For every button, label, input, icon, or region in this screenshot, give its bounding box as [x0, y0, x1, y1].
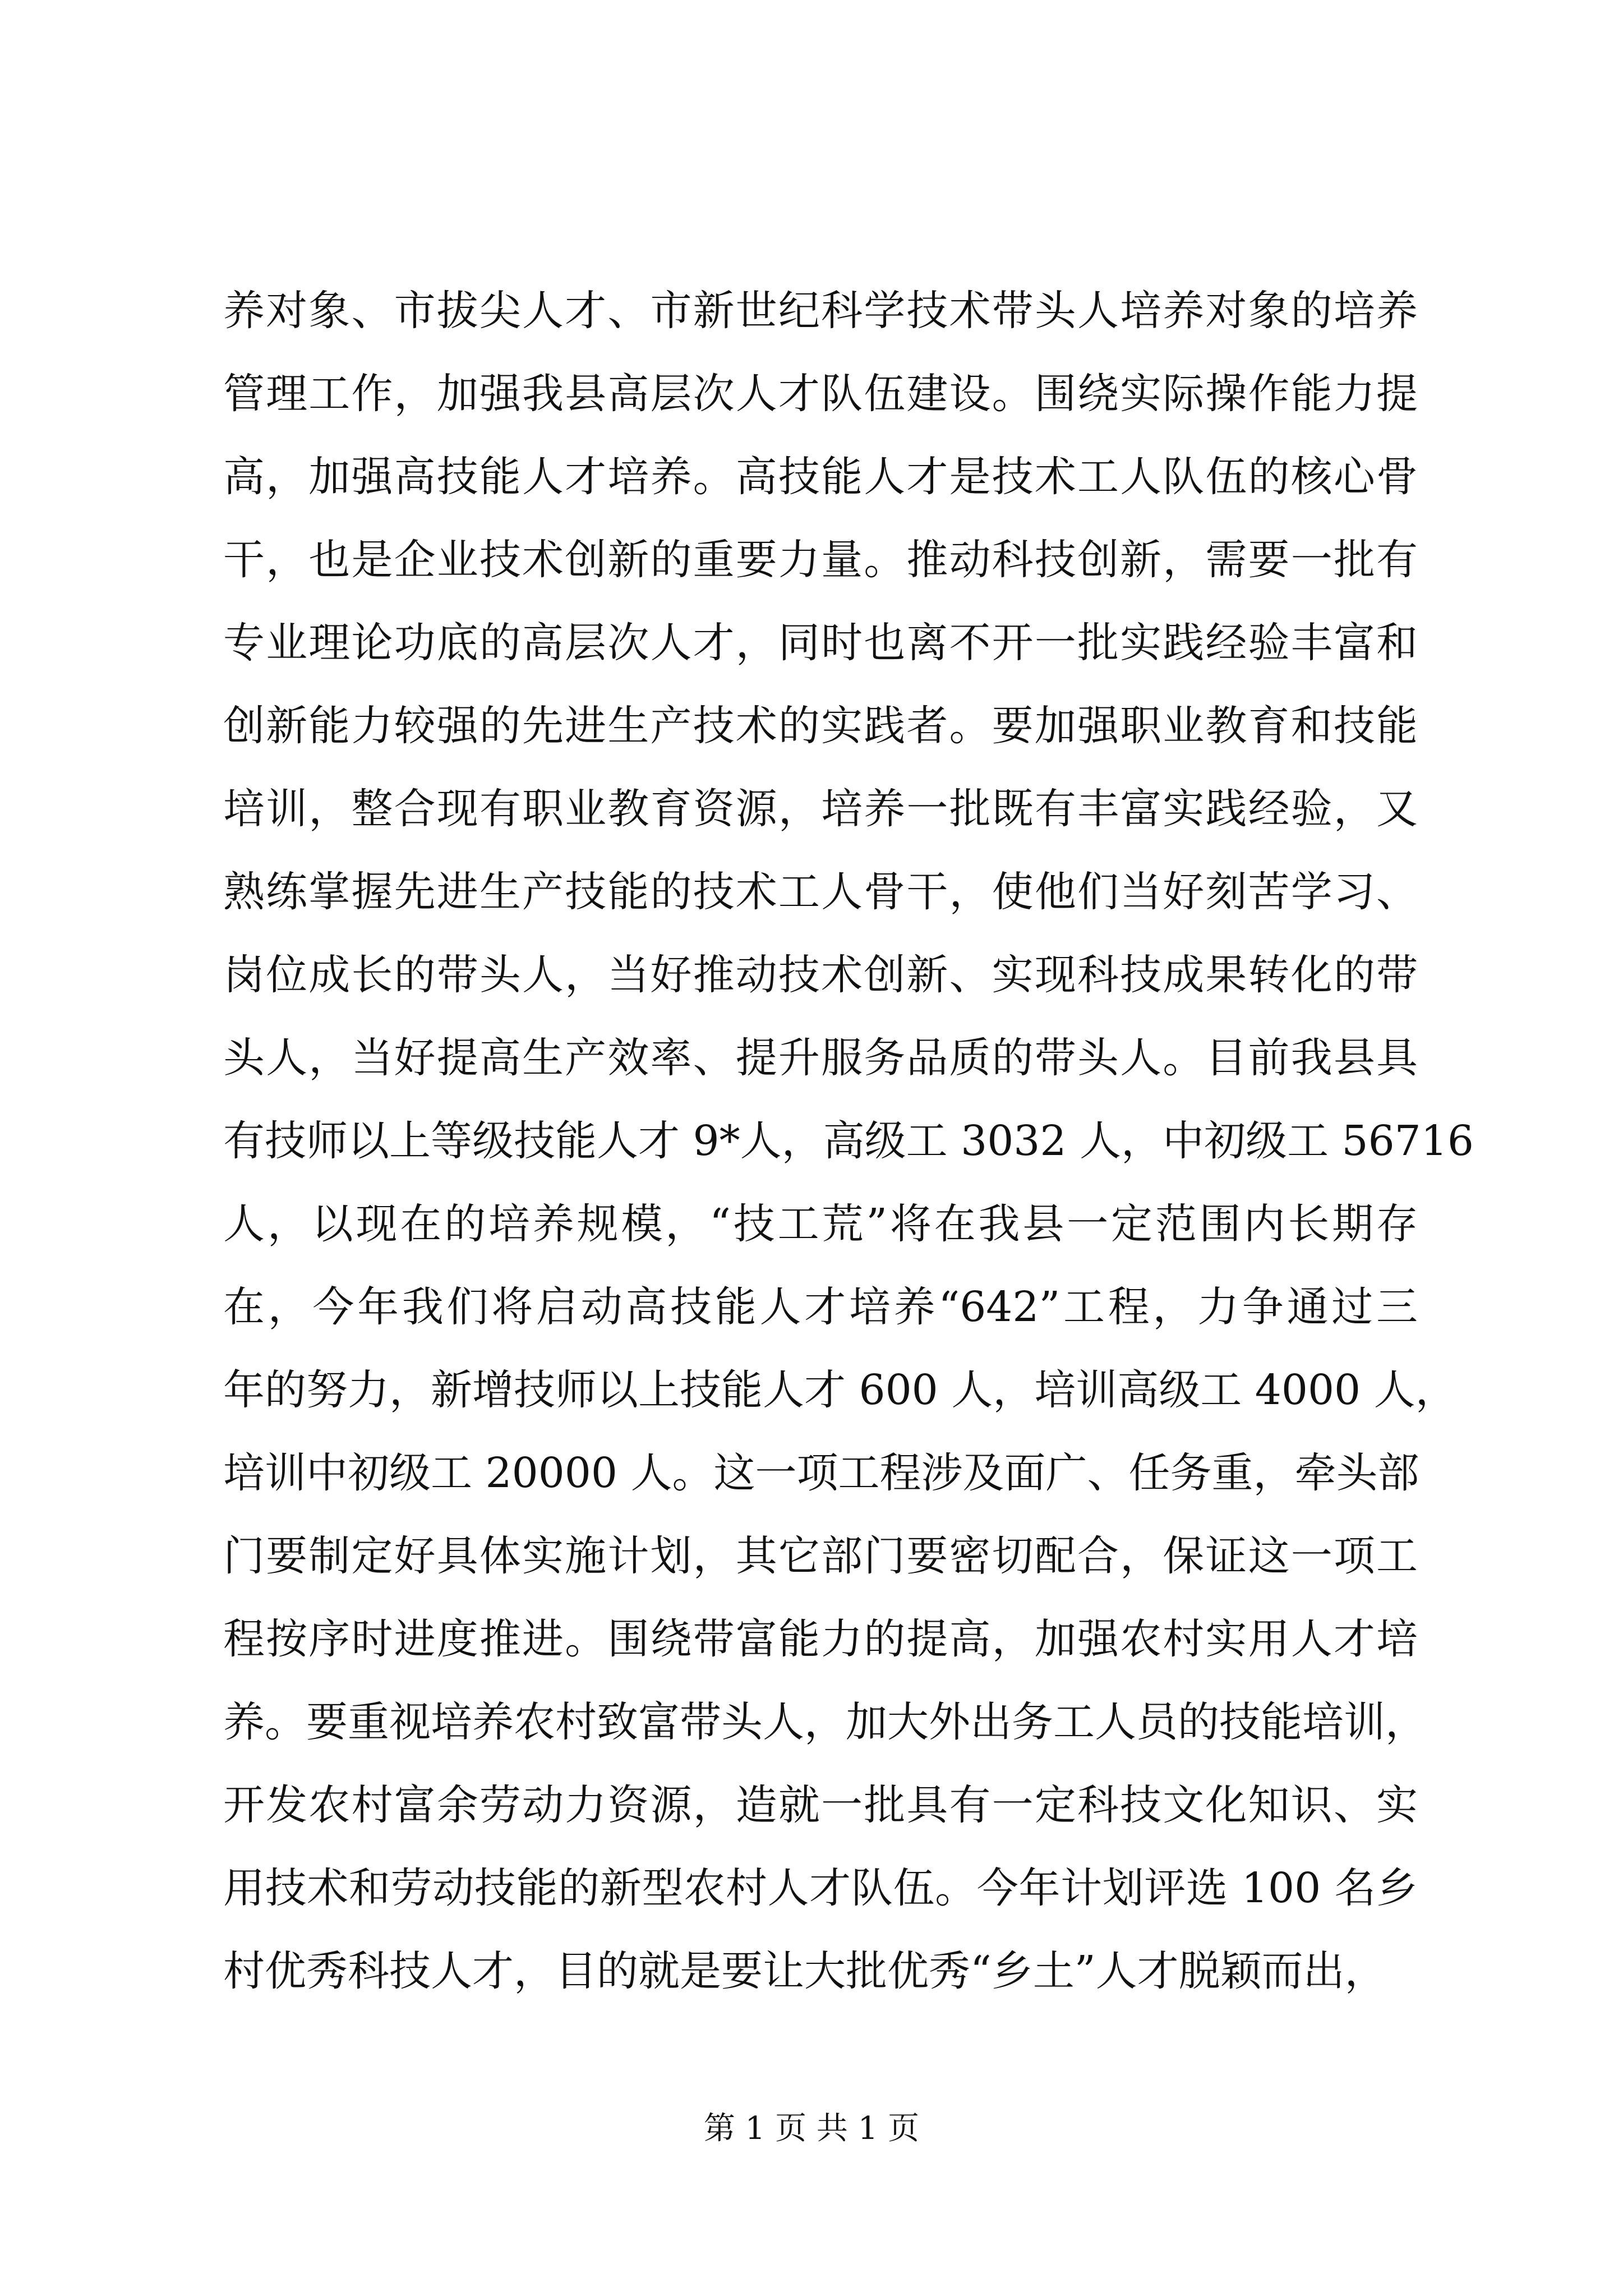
text-line: 管理工作，加强我县高层次人才队伍建设。围绕实际操作能力提: [223, 370, 1418, 418]
text-line: 门要制定好具体实施计划，其它部门要密切配合，保证这一项工: [223, 1532, 1418, 1580]
text-line: 有技师以上等级技能人才 9*人，高级工 3032 人，中初级工 56716: [223, 1117, 1474, 1165]
text-line: 创新能力较强的先进生产技术的实践者。要加强职业教育和技能: [223, 702, 1418, 750]
text-line: 人，以现在的培养规模，“技工荒”将在我县一定范围内长期存: [223, 1200, 1418, 1248]
text-line: 程按序时进度推进。围绕带富能力的提高，加强农村实用人才培: [223, 1615, 1418, 1663]
text-line: 养。要重视培养农村致富带头人，加大外出务工人员的技能培训，: [223, 1698, 1427, 1746]
text-line: 高，加强高技能人才培养。高技能人才是技术工人队伍的核心骨: [223, 453, 1418, 501]
page-number: 第 1 页 共 1 页: [703, 2110, 920, 2147]
text-line: 岗位成长的带头人，当好推动技术创新、实现科技成果转化的带: [223, 951, 1418, 999]
text-line: 养对象、市拔尖人才、市新世纪科学技术带头人培养对象的培养: [223, 287, 1418, 335]
text-line: 村优秀科技人才，目的就是要让大批优秀“乡土”人才脱颖而出，: [223, 1947, 1386, 1995]
text-line: 干，也是企业技术创新的重要力量。推动科技创新，需要一批有: [223, 536, 1418, 584]
text-line: 专业理论功底的高层次人才，同时也离不开一批实践经验丰富和: [223, 619, 1418, 667]
body-text: [223, 269, 1474, 2013]
text-line: 熟练掌握先进生产技能的技术工人骨干，使他们当好刻苦学习、: [223, 868, 1418, 916]
text-line: 在，今年我们将启动高技能人才培养“642”工程，力争通过三: [223, 1283, 1418, 1331]
text-line: 培训中初级工 20000 人。这一项工程涉及面广、任务重，牵头部: [223, 1449, 1419, 1497]
text-line: 培训，整合现有职业教育资源，培养一批既有丰富实践经验，又: [223, 785, 1418, 833]
text-line: 头人，当好提高生产效率、提升服务品质的带头人。目前我县具: [223, 1034, 1418, 1082]
text-line: 开发农村富余劳动力资源，造就一批具有一定科技文化知识、实: [223, 1781, 1418, 1829]
text-line: 年的努力，新增技师以上技能人才 600 人，培训高级工 4000 人，: [223, 1366, 1457, 1414]
text-line: 用技术和劳动技能的新型农村人才队伍。今年计划评选 100 名乡: [223, 1864, 1418, 1912]
